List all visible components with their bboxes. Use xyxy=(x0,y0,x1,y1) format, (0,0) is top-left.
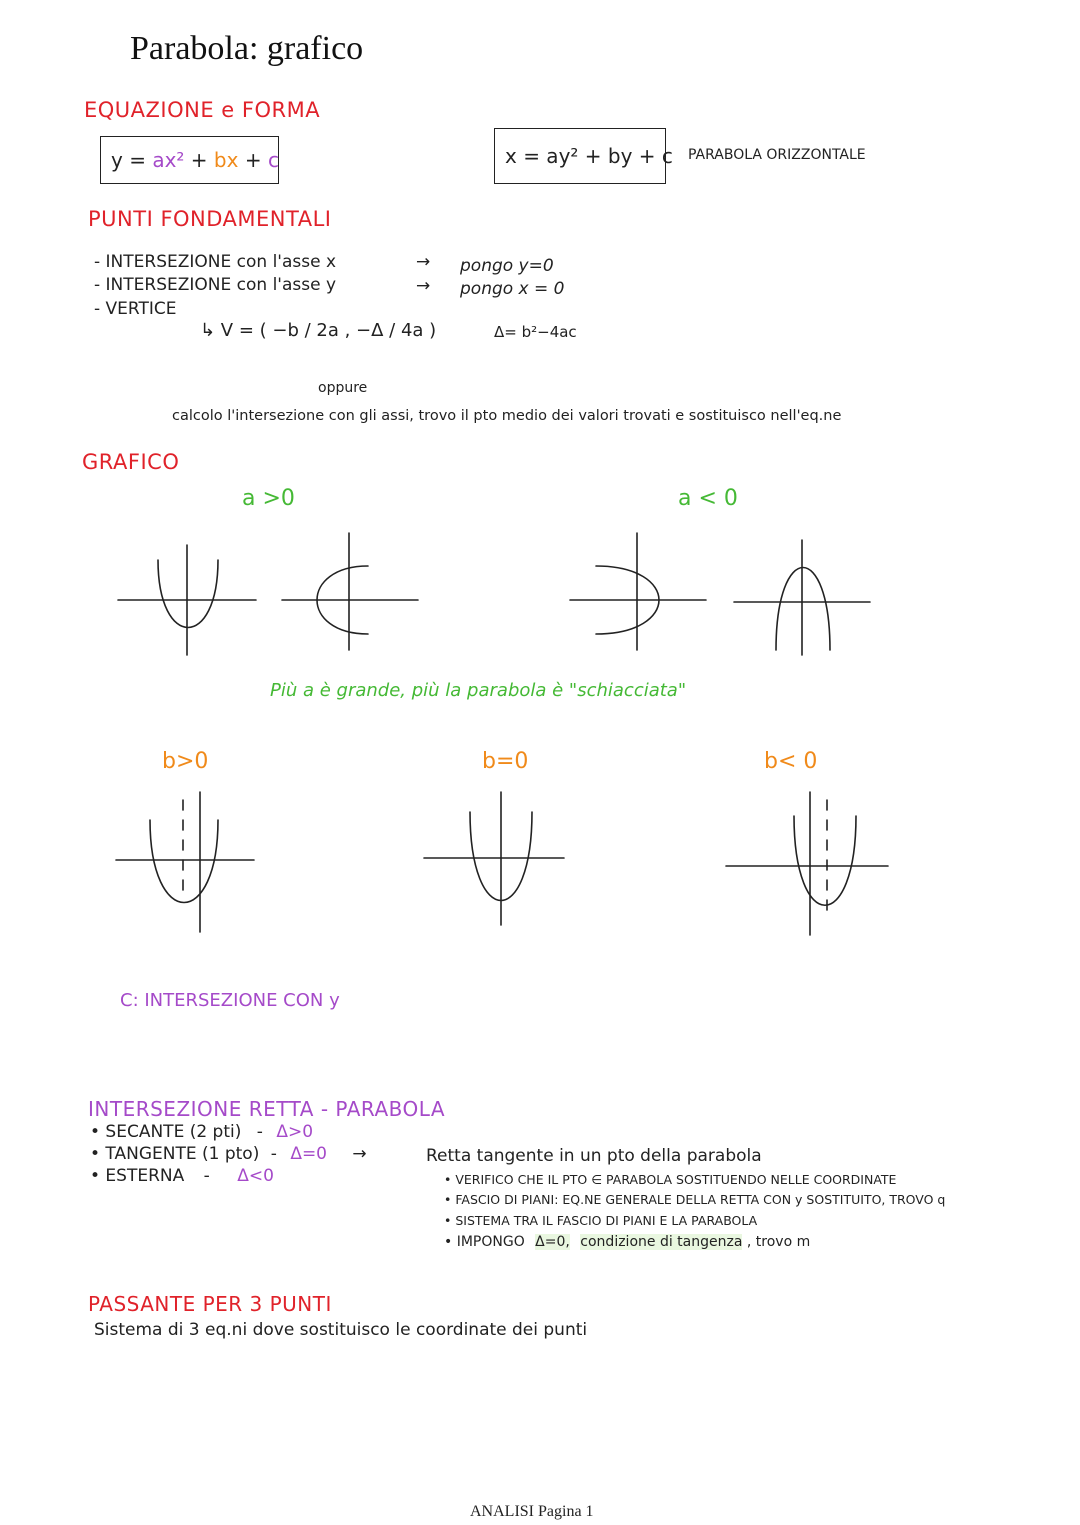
point-note-y: pongo x = 0 xyxy=(460,279,565,299)
grafico-note: Più a è grande, più la parabola è "schiacciata" xyxy=(270,680,687,701)
eq-c-term: c xyxy=(267,148,279,172)
point-note-x: pongo y=0 xyxy=(460,256,554,276)
label-b-positive: b>0 xyxy=(162,749,209,774)
graph-a-pos-vertical xyxy=(118,545,256,655)
eq-equals: = xyxy=(129,148,146,172)
step4-condition: Δ=0, xyxy=(535,1234,570,1250)
tangente-step-2: • FASCIO DI PIANI: EQ.NE GENERALE DELLA RETTA CON y SOSTITUITO, TROVO q xyxy=(444,1192,946,1207)
step4-end: , trovo m xyxy=(746,1234,811,1250)
eq-b-term: bx xyxy=(213,148,239,172)
retta-item-label: • ESTERNA xyxy=(90,1166,185,1186)
graph-b-negative xyxy=(726,792,888,935)
label-a-negative: a < 0 xyxy=(678,486,738,511)
vertex-formula: ↳ V = ( −b / 2a , −Δ / 4a ) xyxy=(200,320,437,341)
step4-prefix: • IMPONGO xyxy=(444,1234,525,1250)
eq-a-term: ax² xyxy=(152,148,185,172)
retta-item-secante xyxy=(90,1122,313,1142)
section-heading-retta: INTERSEZIONE RETTA - PARABOLA xyxy=(88,1097,446,1121)
retta-cond: Δ=0 xyxy=(290,1144,328,1164)
point-item-intersection-y: - INTERSEZIONE con l'asse y xyxy=(94,275,337,295)
dash: - xyxy=(270,1144,277,1164)
equation-box-horizontal: x = ay² + by + c xyxy=(494,128,666,184)
graph-a-neg-horizontal xyxy=(570,533,706,650)
oppure-text: calcolo l'intersezione con gli assi, trovo il pto medio dei valori trovati e sostituisco nell'eq.ne xyxy=(172,408,842,424)
retta-item-label: • SECANTE (2 pti) xyxy=(90,1122,242,1142)
section-heading-passante: PASSANTE PER 3 PUNTI xyxy=(88,1292,332,1316)
arrow-icon: → xyxy=(352,1144,367,1164)
oppure-label: oppure xyxy=(318,380,368,396)
arrow-icon: → xyxy=(416,276,431,296)
retta-item-label: • TANGENTE (1 pto) xyxy=(90,1144,260,1164)
graph-a-pos-horizontal xyxy=(282,533,418,650)
dash: - xyxy=(203,1166,210,1186)
point-item-vertex: - VERTICE xyxy=(94,299,177,319)
retta-cond: Δ>0 xyxy=(276,1122,314,1142)
step4-tangency: condizione di tangenza xyxy=(580,1234,743,1250)
dash: - xyxy=(256,1122,263,1142)
page-title: Parabola: grafico xyxy=(130,30,364,67)
c-intersection-note: C: INTERSEZIONE CON y xyxy=(120,990,340,1011)
eq-y: y xyxy=(111,148,123,172)
arrow-icon: → xyxy=(416,252,431,272)
delta-formula: Δ= b²−4ac xyxy=(494,323,577,341)
eq-plus: + xyxy=(244,148,262,172)
tangente-step-3: • SISTEMA TRA IL FASCIO DI PIANI E LA PARABOLA xyxy=(444,1213,758,1228)
label-b-negative: b< 0 xyxy=(764,749,818,774)
tangente-title: Retta tangente in un pto della parabola xyxy=(426,1146,762,1166)
point-item-intersection-x: - INTERSEZIONE con l'asse x xyxy=(94,252,337,272)
section-heading-equazione: EQUAZIONE e FORMA xyxy=(84,98,321,122)
graph-b-positive xyxy=(116,792,254,932)
retta-item-tangente xyxy=(90,1144,367,1164)
label-b-zero: b=0 xyxy=(482,749,529,774)
retta-cond: Δ<0 xyxy=(237,1166,274,1186)
passante-text: Sistema di 3 eq.ni dove sostituisco le coordinate dei punti xyxy=(94,1320,588,1340)
section-heading-punti: PUNTI FONDAMENTALI xyxy=(88,207,332,231)
section-heading-grafico: GRAFICO xyxy=(82,450,180,474)
tangente-step-1: • VERIFICO CHE IL PTO ∈ PARABOLA SOSTITUENDO NELLE COORDINATE xyxy=(444,1172,897,1187)
retta-item-esterna xyxy=(90,1166,274,1186)
label-a-positive: a >0 xyxy=(242,486,295,511)
tangente-step-4 xyxy=(444,1234,810,1250)
graph-b-zero xyxy=(424,792,564,925)
page-footer: ANALISI Pagina 1 xyxy=(470,1503,594,1520)
horizontal-parabola-label: PARABOLA ORIZZONTALE xyxy=(688,147,866,163)
graph-a-neg-vertical xyxy=(734,540,870,655)
eq-plus: + xyxy=(190,148,208,172)
